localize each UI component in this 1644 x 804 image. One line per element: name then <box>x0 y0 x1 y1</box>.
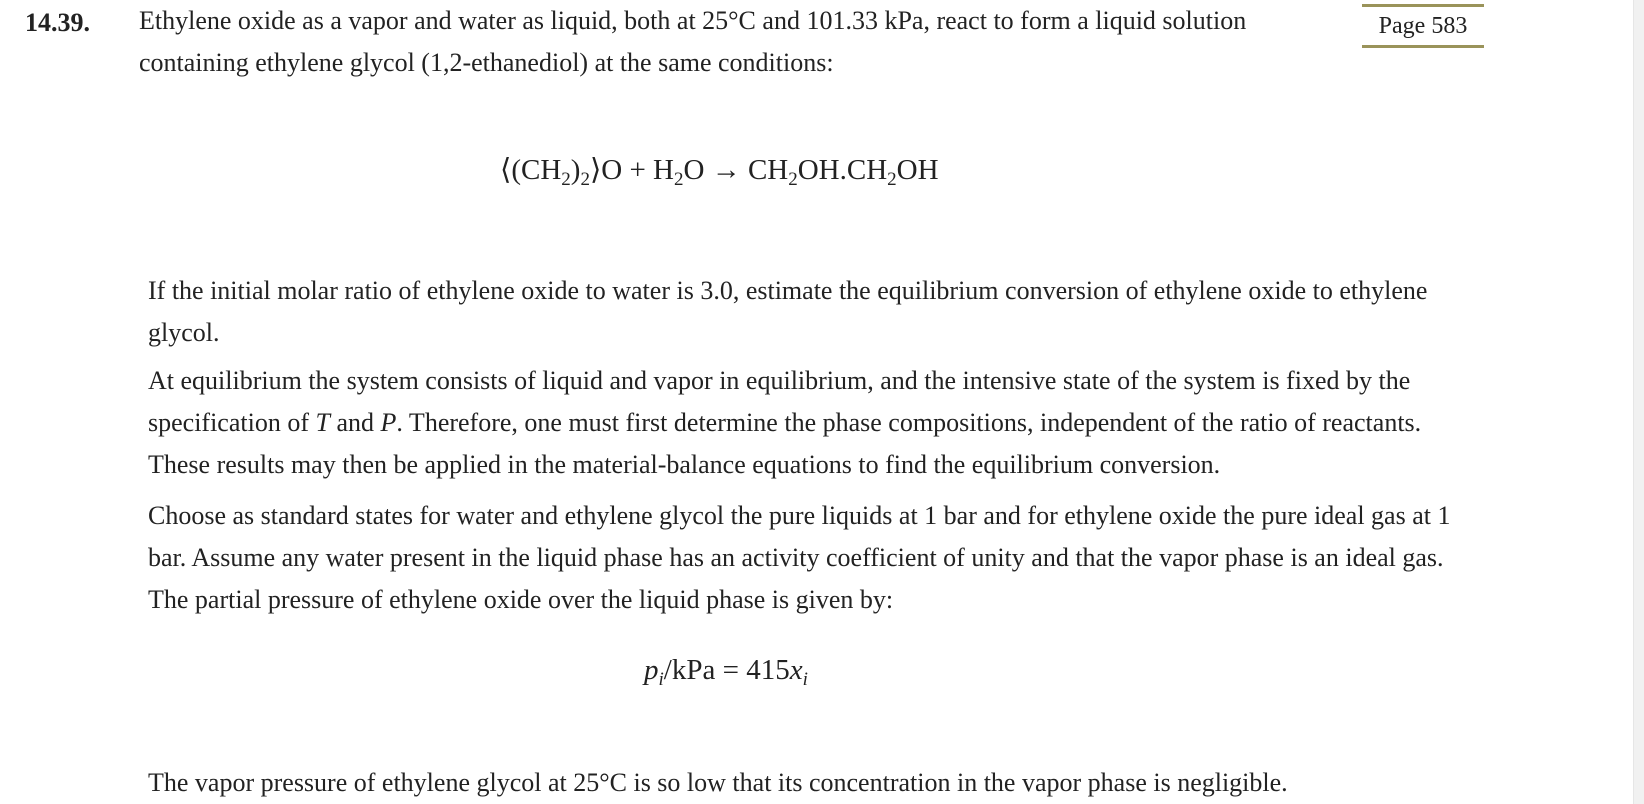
reaction-part: OH.CH <box>797 154 888 186</box>
reaction-subscript: 2 <box>674 169 684 190</box>
paragraph-text: . Therefore, one must first determine the phase compositions, independent of the ratio of reactants. These results may then be applied in the material-balance equations to find the equilibrium conversion. <box>148 408 1422 479</box>
reaction-part: ⟨(CH <box>500 154 562 186</box>
problem-statement <box>139 0 1339 84</box>
equation-symbol: x <box>789 654 803 686</box>
reaction-subscript: 2 <box>788 169 798 190</box>
paragraph-text: At equilibrium the system consists of liquid and vapor in equilibrium, and the intensive state of the system is fixed by the specification of <box>148 366 1411 437</box>
pressure-symbol: P <box>380 408 397 437</box>
reaction-subscript: 2 <box>887 169 897 190</box>
problem-statement-line-2: containing ethylene glycol (1,2-ethanediol) at the same conditions: <box>139 48 834 77</box>
problem-statement-line-1: Ethylene oxide as a vapor and water as liquid, both at 25°C and 101.33 kPa, react to form a liquid solution <box>139 6 1247 35</box>
equation-subscript: i <box>658 669 664 690</box>
equation-symbol: p <box>644 654 659 686</box>
equation-subscript: i <box>802 669 808 690</box>
reaction-part: OH <box>896 154 939 186</box>
paragraph-equilibrium <box>148 360 1478 486</box>
equation-text: /kPa = 415 <box>663 654 790 686</box>
reaction-part: O → CH <box>683 154 789 186</box>
reaction-equation <box>500 150 939 190</box>
temperature-symbol: T <box>315 408 330 437</box>
reaction-part: ⟩O + H <box>589 154 674 186</box>
reaction-subscript: 2 <box>580 169 590 190</box>
problem-number: 14.39. <box>25 8 90 37</box>
paragraph-ratio: If the initial molar ratio of ethylene oxide to water is 3.0, estimate the equilibrium conversion of ethylene oxide to ethylene glycol. <box>148 276 1428 347</box>
reaction-subscript: 2 <box>561 169 571 190</box>
partial-pressure-equation <box>644 650 808 690</box>
scrollbar-track[interactable] <box>1633 0 1644 804</box>
paragraph-vapor-pressure: The vapor pressure of ethylene glycol at 25°C is so low that its concentration in the vapor phase is negligible. <box>148 768 1288 797</box>
reaction-part: ) <box>570 154 581 186</box>
paragraph-standard-states: Choose as standard states for water and ethylene glycol the pure liquids at 1 bar and for ethylene oxide the pure ideal gas at 1 bar. Assume any water present in the liquid phase has an activity coefficient of unity and that the vapor phase is an ideal gas. The partial pressure of ethylene oxide over the liquid phase is given by: <box>148 501 1451 614</box>
page-marker: Page 583 <box>1362 4 1484 48</box>
paragraph-text: and <box>329 408 381 437</box>
